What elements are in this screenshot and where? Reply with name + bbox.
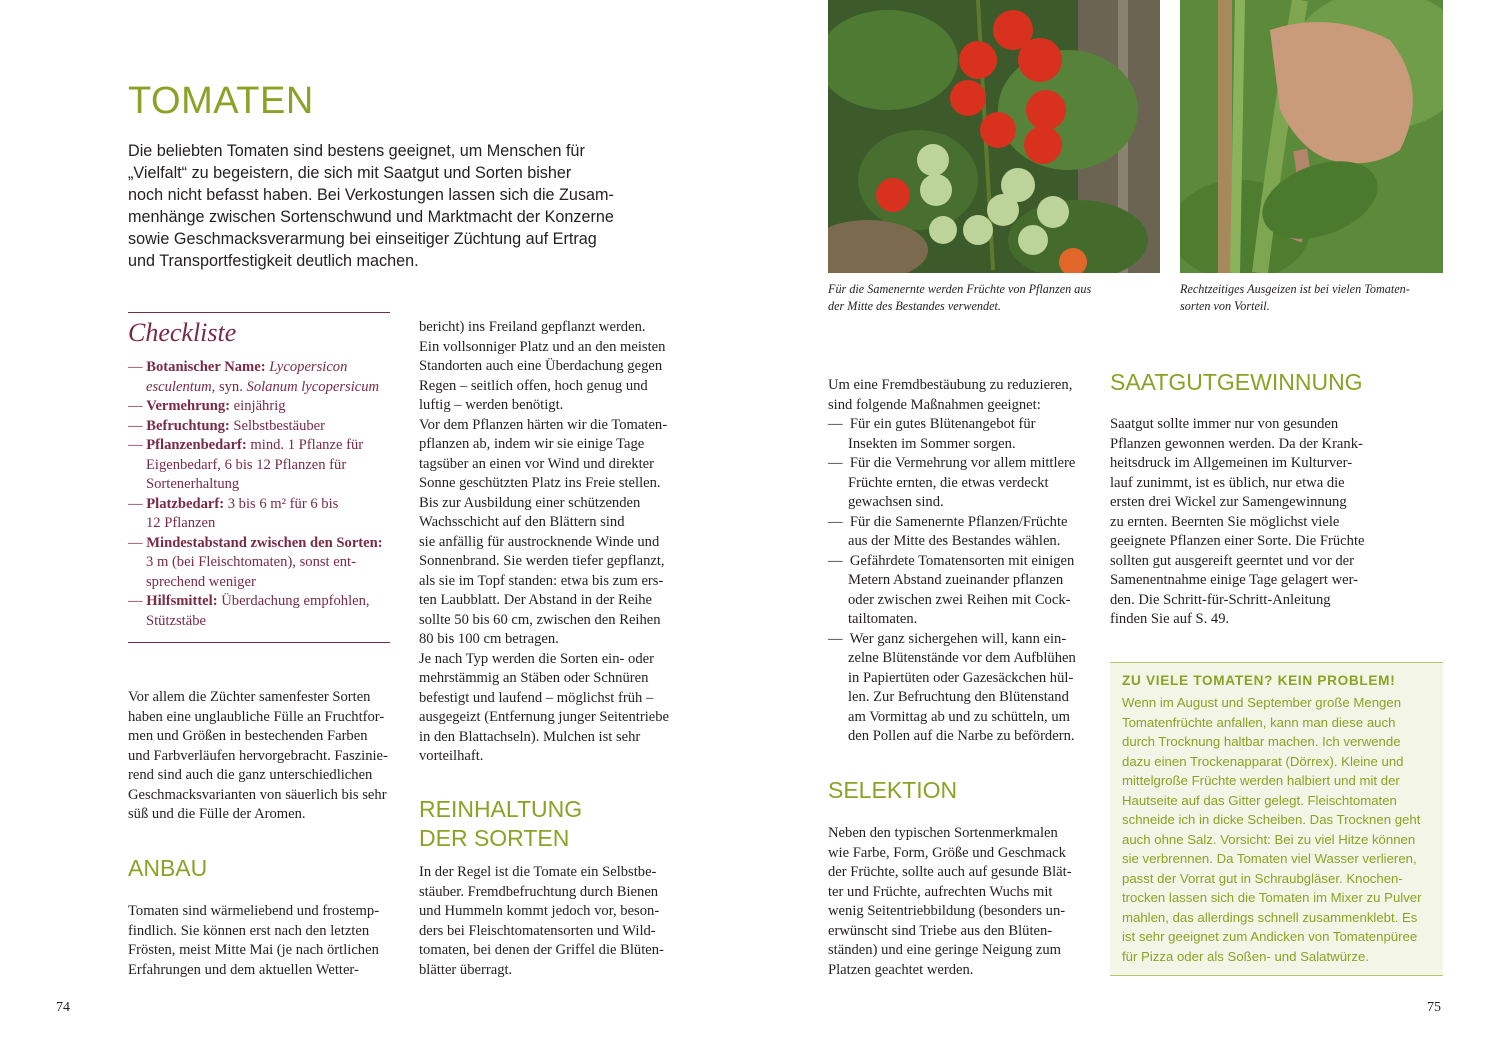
checklist-item: — Hilfsmittel: Überdachung empfohlen, — [128, 593, 370, 609]
col1-paragraph: Vor allem die Züchter samenfester Sorten haben eine unglaubliche Fülle an Fruchtfor- men und Größen in bestechenden Farben und Farbverläufen hervorgebracht. Faszinie- rend sind auch die ganz unterschiedlichen Geschmacksvarianten von säuerlich bis sehr süß und die Fülle der Aromen. — [128, 689, 388, 822]
caption-right: Rechtzeitiges Ausgeizen ist bei vielen Tomaten- sorten von Vorteil. — [1180, 282, 1410, 313]
list-item: — Für die Vermehrung vor allem mittlere — [828, 455, 1076, 471]
tip-box-text: Wenn im August und September große Mengen Tomatenfrüchte anfallen, kann man diese auch durch Trocknung haltbar machen. Ich verwende dazu einen Trockenapparat (Dörrex). Kleine und mittelgroße Früchte werden halbiert und mit der Hautseite auf das Gitter gelegt. Fleischtomaten schneide ich in dicke Scheiben. Das Trocknen geht auch ohne Salz. Vorsicht: Bei zu viel Hitze können sie verbrennen. Da Tomaten viel Wasser verlieren, passt der Vorrat gut in Schraubgläser. Knochen- trocken lassen sich die Tomaten im Mixer zu Pulver mahlen, das allerdings schnell zusammenklebt. Es ist sehr geeignet zum Andicken von Tomatenpüree für Pizza oder als Soßen- und Salatwürze. — [1122, 695, 1422, 964]
list-item: — Wer ganz sichergehen will, kann ein- — [828, 630, 1067, 647]
list-item: — Gefährdete Tomatensorten mit einigen — [828, 552, 1075, 569]
checklist-item: — Mindestabstand zwischen den Sorten: — [128, 534, 383, 551]
checklist-bottom-rule — [128, 642, 390, 643]
page-number-right: 75 — [1427, 1000, 1441, 1015]
tomato-cluster-photo — [828, 0, 1160, 273]
list-item: — Für die Samenernte Pflanzen/Früchte — [828, 513, 1068, 530]
tip-box-title: ZU VIELE TOMATEN? KEIN PROBLEM! — [1122, 673, 1396, 688]
measures-list: — Für ein gutes Blütenangebot für Insekten im Sommer sorgen. — Für die Vermehrung vor allem mittlere Früchte ernten, die etwas verdeckt gewachsen sind. — Für die Samenernte Pflanzen/Früchte aus der Mitte des Bestandes wählen. — Gefährdete Tomatensorten mit einigen Metern Abstand zueinander pflanzen oder zwischen zwei Reihen mit Cock- tailtomaten. — Wer ganz sichergehen will, kann ein- zelne Blütenstände vor dem Aufblühen in Papiertüten oder Gazesäckchen hül- len. Zur Befruchtung den Blütenstand am Vormittag ab und zu schütteln, um den Pollen auf die Narbe zu befördern. — [828, 416, 1076, 744]
checklist-title: Checkliste — [128, 318, 237, 347]
checklist-item: — Pflanzenbedarf: mind. 1 Pflanze für — [128, 437, 364, 453]
saatgut-heading: SAATGUTGEWINNUNG — [1110, 369, 1363, 395]
page-number-left: 74 — [56, 1000, 70, 1015]
pruning-hand-image — [1180, 0, 1443, 273]
col2-paragraph: bericht) ins Freiland gepflanzt werden. Ein vollsonniger Platz und an den meisten Standorten auch eine Überdachung gegen Regen – seitlich offen, hoch genug und luftig – werden benötigt. Vor dem Pflanzen härten wir die Tomaten- pflanzen ab, indem wir sie einige Tage tagsüber an einen vor Wind und direkter Sonne geschützten Platz ins Freie stellen. Bis zur Ausbildung einer schützenden Wachsschicht auf den Blättern sind sie anfällig für austrocknende Winde und Sonnenbrand. Sie werden tiefer gepflanzt, als sie im Topf standen: etwa bis zum ers- ten Laubblatt. Der Abstand in der Reihe sollte 50 bis 60 cm, zwischen den Reihen 80 bis 100 cm betragen. Je nach Typ werden die Sorten ein- oder mehrstämmig an Stäben oder Schnüren befestigt und laufend – möglichst früh – ausgegeizt (Entfernung junger Seitentriebe in den Blattachseln). Mulchen ist sehr vorteilhaft. — [419, 319, 670, 764]
list-item: — Für ein gutes Blütenangebot für — [828, 416, 1036, 432]
checklist-top-rule — [128, 312, 390, 313]
tomato-cluster-image — [828, 0, 1160, 273]
caption-left: Für die Samenernte werden Früchte von Pflanzen aus der Mitte des Bestandes verwendet. — [828, 282, 1092, 313]
anbau-paragraph: Tomaten sind wärmeliebend und frostemp- findlich. Sie können erst nach den letzten Frösten, meist Mitte Mai (je nach örtlichen Erfahrungen und dem aktuellen Wetter- — [128, 903, 380, 978]
intro-paragraph: Die beliebten Tomaten sind bestens geeignet, um Menschen für „Vielfalt“ zu begeistern, die sich mit Saatgut und Sorten bisher noch nicht befasst haben. Bei Verkostungen lassen sich die Zusam- menhänge zwischen Sortenschwund und Marktmacht der Konzerne sowie Geschmacksverarmung bei einseitiger Züchtung auf Ertrag und Transportfestigkeit deutlich machen. — [128, 142, 614, 270]
selektion-paragraph: Neben den typischen Sortenmerkmalen wie Farbe, Form, Größe und Geschmack der Früchte, sollte auch auf gesunde Blät- ter und Früchte, aufrechten Wuchs mit wenig Seitentriebbildung (besonders un- erwünscht sind Triebe aus den Blüten- ständen) und eine geringe Neigung zum Platzen geachtet werden. — [828, 825, 1072, 978]
saatgut-paragraph: Saatgut sollte immer nur von gesunden Pflanzen gewonnen werden. Da der Krank- heitsdruck im Allgemeinen im Kulturver- lauf zunimmt, ist es üblich, nur etwa die ersten drei Wickel zur Samengewinnung zu ernten. Beernten Sie möglichst viele geeignete Pflanzen einer Sorte. Die Früchte sollten gut ausgereift geerntet und vor der Samenentnahme einige Tage gelagert wer- den. Die Schritt-für-Schritt-Anleitung finden Sie auf S. 49. — [1110, 416, 1365, 627]
checklist-item: — Vermehrung: einjährig — [128, 398, 286, 414]
anbau-heading: ANBAU — [128, 855, 208, 881]
reinhaltung-paragraph: In der Regel ist die Tomate ein Selbstbe- stäuber. Fremdbefruchtung durch Bienen und Hummeln kommt jedoch vor, beson- ders bei Fleischtomatensorten und Wild- tomaten, bei denen der Griffel die Blüten- blätter überragt. — [419, 864, 664, 978]
checklist: — Botanischer Name: Lycopersicon esculentum, syn. Solanum lycopersicum — Vermehrung: einjährig — Befruchtung: Selbstbestäuber — Pflanzenbedarf: mind. 1 Pflanze für Eigenbedarf, 6 bis 12 Pflanzen für Sortenerhaltung — Platzbedarf: 3 bis 6 m² für 6 bis 12 Pflanzen — Mindestabstand zwischen den Sorten: 3 m (bei Fleischtomaten), sonst ent- sprechend weniger — Hilfsmittel: Überdachung empfohlen, Stützstäbe — [128, 358, 398, 631]
reinhaltung-heading: REINHALTUNG DER SORTEN — [419, 796, 583, 851]
checklist-item: — Platzbedarf: 3 bis 6 m² für 6 bis — [128, 495, 339, 512]
page-title: TOMATEN — [128, 80, 314, 122]
checklist-item: — Botanischer Name: Lycopersicon — [128, 359, 348, 375]
pruning-photo — [1180, 0, 1443, 273]
selektion-heading: SELEKTION — [828, 777, 958, 803]
checklist-item: — Befruchtung: Selbstbestäuber — [128, 417, 326, 434]
checklist-item-cont: esculentum, syn. Solanum lycopersicum — [146, 378, 380, 395]
col3-intro: Um eine Fremdbestäubung zu reduzieren, sind folgende Maßnahmen geeignet: — [828, 377, 1073, 413]
